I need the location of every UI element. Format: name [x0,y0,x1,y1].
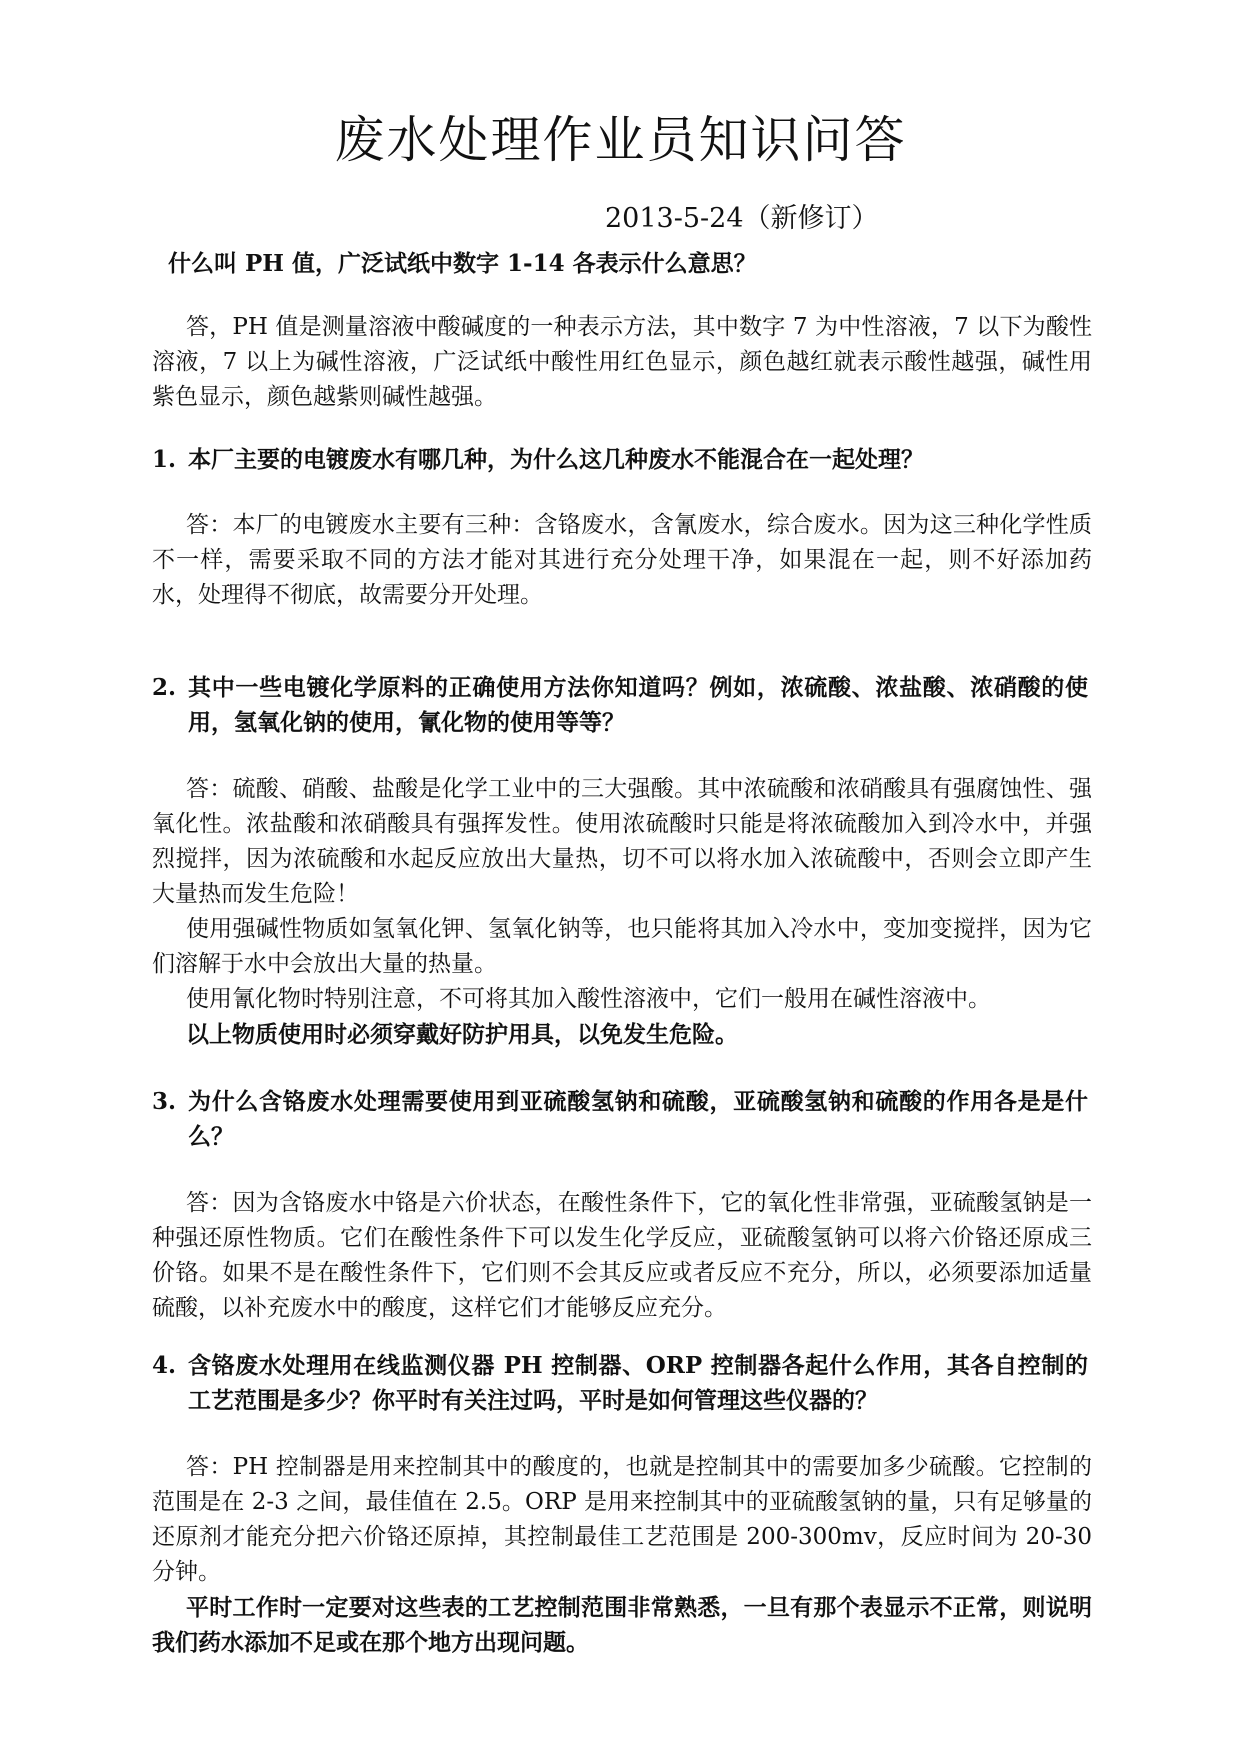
question-text: 本厂主要的电镀废水有哪几种，为什么这几种废水不能混合在一起处理？ [188,446,924,473]
question-text: 含铬废水处理用在线监测仪器 PH 控制器、ORP 控制器各起什么作用，其各自控制的工艺范围是多少？你平时有关注过吗，平时是如何管理这些仪器的？ [188,1352,1088,1414]
answer-2-warning: 以上物质使用时必须穿戴好防护用具，以免发生危险。 [186,1021,738,1048]
question-text: 为什么含铬废水处理需要使用到亚硫酸氢钠和硫酸，亚硫酸氢钠和硫酸的作用各是是什么？ [188,1088,1088,1150]
answer-2-paragraph-3: 使用氰化物时特别注意，不可将其加入酸性溶液中，它们一般用在碱性溶液中。 [186,986,991,1012]
answer-1: 答：本厂的电镀废水主要有三种：含铬废水，含氰废水，综合废水。因为这三种化学性质不一样，需要采取不同的方法才能对其进行充分处理干净，如果混在一起，则不好添加药水，处理得不彻底，故需要分开处理。 [152,512,1092,608]
question-3 [152,1084,1092,1154]
document-date: 2013-5-24（新修订） [605,203,879,234]
answer-2-paragraph-2: 使用强碱性物质如氢氧化钾、氢氧化钠等，也只能将其加入冷水中，变加变搅拌，因为它们溶解于水中会放出大量的热量。 [152,916,1092,977]
answer-4-paragraph-2: 平时工作时一定要对这些表的工艺控制范围非常熟悉，一旦有那个表显示不正常，则说明我们药水添加不足或在那个地方出现问题。 [152,1594,1092,1656]
question-number: 4. [152,1352,177,1379]
document-title: 废水处理作业员知识问答 [334,111,907,169]
question-number: 2. [152,674,177,701]
intro-question: 什么叫 PH 值，广泛试纸中数字 1-14 各表示什么意思？ [168,250,757,277]
answer-4-paragraph-1: 答：PH 控制器是用来控制其中的酸度的，也就是控制其中的需要加多少硫酸。它控制的范围是在 2-3 之间，最佳值在 2.5。ORP 是用来控制其中的亚硫酸氢钠的量，只有足够量的还原剂才能充分把六价铬还原掉，其控制最佳工艺范围是 200-300mv，反应时间为 20-30 分钟。 [152,1454,1092,1585]
question-number: 3. [152,1088,177,1115]
intro-answer: 答，PH 值是测量溶液中酸碱度的一种表示方法，其中数字 7 为中性溶液，7 以下为酸性溶液，7 以上为碱性溶液，广泛试纸中酸性用红色显示，颜色越红就表示酸性越强，碱性用紫色显示，颜色越紫则碱性越强。 [152,314,1092,410]
question-2 [152,670,1092,740]
answer-3: 答：因为含铬废水中铬是六价状态，在酸性条件下，它的氧化性非常强，亚硫酸氢钠是一种强还原性物质。它们在酸性条件下可以发生化学反应，亚硫酸氢钠可以将六价铬还原成三价铬。如果不是在酸性条件下，它们则不会其反应或者反应不充分，所以，必须要添加适量硫酸，以补充废水中的酸度，这样它们才能够反应充分。 [152,1190,1092,1321]
question-4 [152,1348,1092,1418]
answer-2-paragraph-1: 答：硫酸、硝酸、盐酸是化学工业中的三大强酸。其中浓硫酸和浓硝酸具有强腐蚀性、强氧化性。浓盐酸和浓硝酸具有强挥发性。使用浓硫酸时只能是将浓硫酸加入到冷水中，并强烈搅拌，因为浓硫酸和水起反应放出大量热，切不可以将水加入浓硫酸中，否则会立即产生大量热而发生危险！ [152,776,1092,907]
question-number: 1. [152,446,177,473]
question-1 [152,442,1092,478]
question-text: 其中一些电镀化学原料的正确使用方法你知道吗？例如，浓硫酸、浓盐酸、浓硝酸的使用，氢氧化钠的使用，氰化物的使用等等？ [188,674,1088,736]
